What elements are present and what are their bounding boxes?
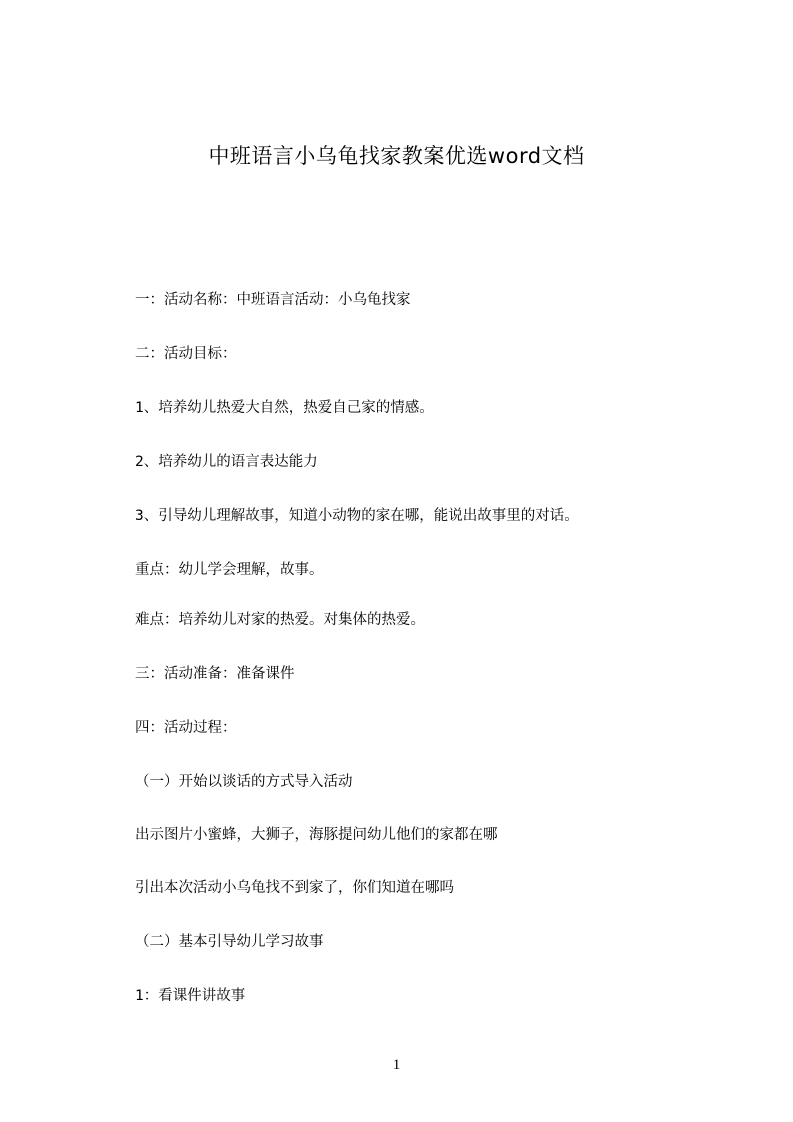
paragraph-goals-heading: 二：活动目标： — [135, 346, 237, 362]
paragraph-preparation: 三：活动准备：准备课件 — [135, 666, 295, 682]
paragraph-section-1: （一）开始以谈话的方式导入活动 — [135, 774, 353, 790]
paragraph-show-pictures: 出示图片小蜜蜂，大狮子，海豚提问幼儿他们的家都在哪 — [135, 827, 498, 843]
paragraph-goal-1: 1、培养幼儿热爱大自然，热爱自己家的情感。 — [135, 400, 434, 416]
paragraph-key-point: 重点：幼儿学会理解，故事。 — [135, 562, 324, 578]
paragraph-difficulty: 难点：培养幼儿对家的热爱。对集体的热爱。 — [135, 612, 425, 628]
paragraph-goal-2: 2、培养幼儿的语言表达能力 — [135, 454, 318, 470]
paragraph-process-heading: 四：活动过程： — [135, 720, 237, 736]
paragraph-section-2: （二）基本引导幼儿学习故事 — [135, 934, 324, 950]
page-number: 1 — [392, 1057, 401, 1073]
paragraph-introduce: 引出本次活动小乌龟找不到家了，你们知道在哪吗 — [135, 880, 454, 896]
paragraph-goal-3: 3、引导幼儿理解故事，知道小动物的家在哪，能说出故事里的对话。 — [135, 508, 579, 524]
paragraph-activity-name: 一：活动名称：中班语言活动：小乌龟找家 — [135, 292, 411, 308]
paragraph-step-1: 1：看课件讲故事 — [135, 988, 246, 1004]
document-title: 中班语言小乌龟找家教案优选word文档 — [208, 144, 585, 168]
